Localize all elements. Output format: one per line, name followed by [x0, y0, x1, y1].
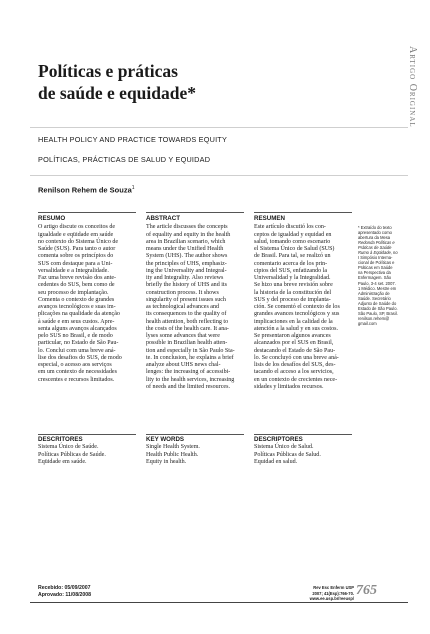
resumen-body: [254, 224, 352, 391]
footnote-line: 1 Médico. Mestre em: [358, 285, 397, 291]
title-line-1: Políticas e práticas: [38, 61, 178, 81]
resumen-line: en un contexto de crecientes nece-: [254, 376, 338, 383]
descritores-heading: DESCRITORES: [38, 436, 83, 443]
resumo-line: comenta sobre os princípios do: [38, 253, 114, 260]
resumen-line: ción. Se comentó el contexto de los: [254, 304, 340, 310]
abstract-line: analyze about UHS news chal-: [146, 362, 221, 368]
descritores-item: Eqüidade em saúde.: [38, 458, 87, 465]
descritores-item: Sistema Único de Saúde.: [38, 444, 99, 451]
resumo-line: SUS com destaque para a Uni-: [38, 260, 113, 267]
footnote-line: Saúde. Secretário: [358, 295, 391, 301]
resumen-line: de Brasil. Para tal, se realizó un: [254, 253, 331, 260]
resumo-line: particular, no Estado de São Pau-: [38, 340, 119, 347]
resumo-line: seu processo de implantação.: [38, 289, 109, 296]
footnote-line: Rumo à Eqüidade, no: [358, 250, 398, 256]
journal-citation: [292, 585, 354, 602]
divider-descritores: [38, 434, 136, 435]
abstract-line: health attention, both reflecting to: [146, 318, 229, 325]
resumo-line: lise dos desafios do SUS, de modo: [38, 354, 122, 361]
resumen-line: alcanzados por el SUS en Brasil,: [254, 340, 334, 347]
resumen-line: sidades y limitados recursos.: [254, 383, 324, 390]
footnote-line: apresentado como: [358, 230, 392, 236]
keywords-item: Health Public Health.: [146, 451, 199, 458]
resumo-line: plicações na qualidade da atenção: [38, 311, 120, 318]
abstract-line: te. In conclusion, he explains a brief: [146, 354, 234, 361]
abstract-line: of equality and equity in the health: [146, 231, 231, 238]
resumo-line: cedentes do SUS, bem como de: [38, 282, 115, 289]
resumen-line: el Sistema Único de Salud (SUS): [254, 246, 335, 252]
footnote-line: Paulo, 3-4 set. 2007.: [358, 280, 396, 286]
submission-dates: [38, 585, 91, 599]
footnote-line: Redonda Políticas e: [358, 240, 395, 246]
divider-resumo: [38, 212, 136, 213]
abstract-line: ity and Integrality. Also reviews: [146, 275, 224, 281]
resumen-line: destacando el Estado de São Pau-: [254, 347, 336, 354]
keywords-item: Equity in health.: [146, 458, 187, 465]
resumo-line: em um contexto de necessidades: [38, 369, 117, 376]
descriptores-heading: DESCRIPTORES: [254, 436, 303, 443]
resumen-line: Universalidad y la Integralidad.: [254, 275, 331, 281]
descritores-block: [38, 436, 136, 466]
abstract-line: the costs of the health care. It ana-: [146, 325, 229, 332]
abstract-line: of needs and the limited resources.: [146, 383, 230, 390]
abstract-line: as technological advances and: [146, 304, 220, 310]
title-line-2: de saúde e equidade*: [38, 83, 197, 103]
footnote-line: Estado de São Paulo.: [358, 305, 398, 311]
abstract-line: System (UHS). The author shows: [146, 253, 228, 260]
journal-name: Rev Esc Enferm USP: [313, 585, 354, 590]
abstract-line: possible in Brazilian health atten-: [146, 340, 228, 347]
abstract-line: its consequences to the quality of: [146, 311, 227, 318]
footnote-line: abertura da Mesa: [358, 235, 391, 241]
resumo-line: Faz uma breve revisão dos ante-: [38, 275, 117, 281]
divider-abstract: [146, 212, 244, 213]
abstract-line: singularity of present issues such: [146, 296, 226, 303]
resumen-line: SUS y del proceso de implanta-: [254, 296, 331, 303]
abstract-line: lyses some advances that were: [146, 333, 220, 339]
author-name: [38, 185, 135, 195]
journal-volume: 2007; 41(Esp):766-70.: [312, 590, 354, 596]
resumo-line: senta alguns avanços alcançados: [38, 325, 117, 332]
resumen-line: comentario acerca de los prin-: [254, 260, 328, 267]
resumen-line: Se hizo una breve revisión sobre: [254, 282, 333, 289]
received-date: Recebido: 05/09/2007: [38, 585, 91, 591]
resumen-line: implicaciones en la calidad de la: [254, 318, 333, 325]
resumen-line: ceptos de igualdad y equidad en: [254, 231, 332, 238]
footnote-line: Adjunto de Saúde do: [358, 300, 397, 306]
subtitle-english: HEALTH POLICY AND PRACTICE TOWARDS EQUITY: [38, 135, 228, 144]
section-label-text: Artigo Original: [407, 46, 418, 128]
abstract-line: briefly the history of UHS and its: [146, 282, 227, 289]
author-footnote-mark: 1: [131, 185, 135, 191]
abstract-line: ing the Universality and Integral-: [146, 267, 227, 274]
resumo-line: Comenta o contexto de grandes: [38, 296, 115, 303]
abstract-line: lity to the health services, increasing: [146, 376, 235, 383]
resumen-line: Se presentaron algunos avances: [254, 333, 331, 339]
resumen-line: Este artículo discutió los con-: [254, 224, 326, 231]
resumo-line: crescentes e recursos limitados.: [38, 376, 115, 383]
resumo-body: [38, 224, 136, 384]
footnote-line: cional de Políticas e: [358, 260, 395, 266]
descriptores-block: [254, 436, 352, 466]
footnote-line: Enfermagem. São: [358, 275, 391, 281]
abstract-body: [146, 224, 244, 391]
subtitle-spanish: POLÍTICAS, PRÁCTICAS DE SALUD Y EQUIDAD: [38, 155, 211, 164]
article-title: [38, 60, 338, 104]
footnote: [358, 225, 422, 326]
resumo-line: especial, o acesso aos serviços: [38, 362, 112, 368]
resumen-line: grandes avances tecnológicos y sus: [254, 311, 340, 318]
abstract-line: lenges: the increasing of accessibi-: [146, 369, 231, 376]
resumo-line: pelo SUS no Brasil, e de modo: [38, 333, 113, 339]
divider-resumen: [254, 212, 352, 213]
descriptores-item: Políticas Públicas de Salud.: [254, 451, 321, 458]
resumo-column: [38, 215, 136, 384]
footnote-line: na Perspectiva da: [358, 270, 391, 276]
descriptores-item: Sistema Único de Salud.: [254, 444, 314, 451]
resumo-line: no contexto do Sistema Único de: [38, 238, 119, 245]
keywords-block: [146, 436, 244, 466]
section-label: [402, 46, 420, 166]
abstract-column: [146, 215, 244, 391]
journal-url[interactable]: www.ee.usp.br/reeusp/: [309, 596, 354, 601]
abstract-line: construction process. It shows: [146, 289, 219, 296]
descriptores-item: Equidad en salud.: [254, 458, 298, 465]
abstract-line: The article discusses the concepts: [146, 224, 228, 231]
resumen-heading: RESUMEN: [254, 215, 285, 222]
footnote-line: Práticas em Saúde: [358, 265, 393, 271]
abstract-line: area in Brazilian scenario, which: [146, 238, 226, 245]
footnote-line: renilson.rehem@: [358, 315, 390, 321]
resumen-column: [254, 215, 352, 391]
page-number: 765: [356, 583, 377, 598]
divider-descriptores: [254, 434, 352, 435]
resumo-line: Saúde (SUS). Para tanto o autor: [38, 246, 116, 252]
resumen-line: tacando el acceso a los servicios,: [254, 369, 334, 376]
resumo-heading: RESUMO: [38, 215, 66, 222]
resumen-line: salud, tomando como escenario: [254, 238, 331, 245]
resumo-line: lo. Conclui com uma breve aná-: [38, 347, 116, 354]
divider-top: [30, 127, 408, 128]
footnote-line: Administração de: [358, 290, 390, 296]
descritores-item: Políticas Públicas de Saúde.: [38, 451, 106, 458]
resumo-line: versalidade e a Integralidade.: [38, 267, 109, 274]
abstract-line: tion and especially in São Paulo Sta-: [146, 347, 235, 354]
divider-keywords: [146, 434, 244, 435]
footnote-line: Práticas de Saúde: [358, 245, 392, 251]
abstract-line: means under the Unified Health: [146, 246, 224, 252]
divider-author: [30, 175, 408, 176]
abstract-heading: ABSTRACT: [146, 215, 181, 222]
footnote-line: São Paulo, SP, Brasil.: [358, 310, 398, 316]
resumo-line: O artigo discute os conceitos de: [38, 224, 116, 231]
footnote-line: * Extraído do texto: [358, 225, 392, 230]
author-text: Renilson Rehem de Souza: [38, 185, 132, 195]
resumen-line: cipios del SUS, enfatizando la: [254, 267, 328, 274]
resumen-line: la historia de la constitución del: [254, 289, 332, 296]
footnote-line: I Simpósio Interna-: [358, 255, 393, 261]
divider-bottom: [30, 602, 408, 603]
keywords-heading: KEY WORDS: [146, 436, 185, 443]
resumen-line: lisis de los desafíos del SUS, des-: [254, 362, 336, 368]
abstract-line: the principles of UHS, emphasiz-: [146, 260, 227, 267]
resumo-line: à saúde e em seus custos. Apre-: [38, 318, 115, 325]
resumen-line: atención a la salud y en sus costos.: [254, 325, 338, 332]
footnote-line: gmail.com: [358, 320, 377, 326]
resumo-line: igualdade e eqüidade em saúde: [38, 231, 114, 238]
resumo-line: avanços tecnológicos e suas im-: [38, 304, 116, 310]
approved-date: Aprovado: 11/08/2008: [38, 592, 92, 598]
resumen-line: lo. Se concluyó con una breve aná-: [254, 354, 339, 361]
keywords-item: Single Health System.: [146, 444, 200, 451]
